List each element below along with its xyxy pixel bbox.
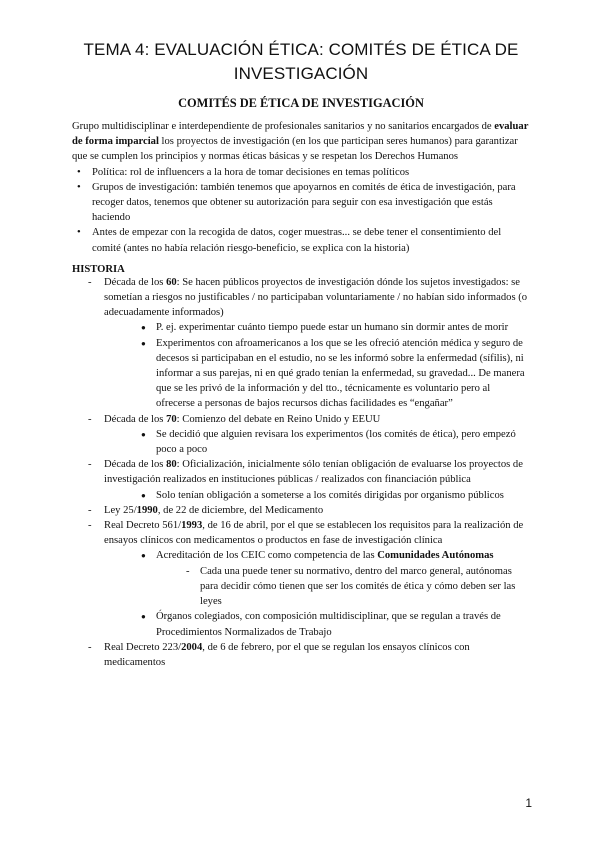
list-item-decade-60	[88, 275, 530, 412]
sub-list	[138, 427, 530, 457]
year-bold: 60	[166, 276, 177, 288]
list-item: • Antes de empezar con la recogida de datos, coger muestras... se debe tener el consentimiento del comité (antes no había relación riesgo-beneficio, se explica con la historia)	[72, 225, 530, 255]
list-item: • Política: rol de influencers a la hora de tomar decisiones en temas políticos	[72, 165, 530, 180]
text: Década de los	[104, 276, 167, 288]
intro-text-pre: Grupo multidisciplinar e interdependiente de profesionales sanitarios y no sanitarios encargados de	[72, 121, 495, 132]
text: Real Decreto 561/	[104, 520, 182, 532]
text: Real Decreto 223/	[104, 641, 182, 653]
list-item-decade-70	[88, 412, 530, 458]
list-item	[138, 548, 530, 609]
historia-heading: HISTORIA	[72, 263, 125, 275]
year-bold: 2004	[181, 641, 203, 653]
list-item: ● Experimentos con afroamericanos a los que se les ofreció atención médica y seguro de decesos si participaban en el estudio, no se les informó sobre la enfermedad (sífilis), ni informar a sus parejas, ni en qué grado tenían la enfermedad, su gravedad... De manera que se les privó de la información y del tto., técnicamente es voluntario pero al ofrecerse a personas de bajos recursos dichas facilidades es “engañar”	[138, 336, 530, 412]
list-item: - Cada una puede tener su normativo, dentro del marco general, autónomas para decidir cómo tienen que ser los comités de ética y cómo deben ser las leyes	[186, 564, 530, 610]
list-item: ● P. ej. experimentar cuánto tiempo puede estar un humano sin dormir antes de morir	[138, 320, 530, 335]
section-heading: COMITÉS DE ÉTICA DE INVESTIGACIÓN	[178, 96, 424, 110]
sub-dash-list	[186, 564, 530, 610]
list-item: ● Solo tenían obligación a someterse a los comités dirigidas por organismo públicos	[138, 488, 530, 503]
intro-text-bold: evaluar de forma imparcial	[72, 121, 529, 148]
year-bold: 1993	[181, 520, 203, 532]
page-number: 1	[525, 796, 532, 810]
text: : Se hacen públicos proyectos de investigación dónde los sujetos investigados: se sometían a riesgos no justificables / no participaban voluntariamente / no habían sido informados (o adecuadamente informados)	[104, 276, 528, 319]
list-item-decade-80	[88, 457, 530, 503]
year-bold: 1990	[136, 504, 158, 516]
text-bold: Comunidades Autónomas	[377, 550, 494, 562]
text: Acreditación de los CEIC como competencia de las	[156, 550, 378, 562]
year-bold: 80	[166, 459, 177, 471]
text: : Oficialización, inicialmente sólo tenían obligación de evaluarse los proyectos de investigación realizados en instituciones públicas / realizados con financiación pública	[104, 459, 523, 486]
year-bold: 70	[166, 413, 177, 425]
text: , de 22 de diciembre, del Medicamento	[157, 504, 324, 516]
title-line-1: TEMA 4: EVALUACIÓN ÉTICA: COMITÉS DE ÉTICA DE	[83, 40, 519, 59]
list-item: ● Órganos colegiados, con composición multidisciplinar, que se regulan a través de Procedimientos Normalizados de Trabajo	[138, 609, 530, 639]
text: : Comienzo del debate en Reino Unido y EEUU	[176, 413, 381, 425]
list-item: ● Se decidió que alguien revisara los experimentos (los comités de ética), pero empezó poco a poco	[138, 427, 530, 457]
historia-list	[88, 275, 530, 670]
text: , de 16 de abril, por el que se establecen los requisitos para la realización de ensayos clínicos con medicamentos o productos en fase de investigación clínica	[104, 520, 524, 547]
text: Década de los	[104, 413, 167, 425]
page-title	[72, 0, 530, 86]
list-item-rd-1993	[88, 518, 530, 640]
intro-text-post: los proyectos de investigación (en los que participan seres humanos) para garantizar que se cumplen los principios y normas éticas básicas y se respetan los Derechos Humanos	[72, 136, 518, 163]
sub-list	[138, 548, 530, 639]
sub-list	[138, 488, 530, 503]
title-line-2: INVESTIGACIÓN	[233, 64, 369, 83]
intro-bullet-list	[72, 165, 530, 256]
list-item: • Grupos de investigación: también tenemos que apoyarnos en comités de ética de investigación, para recoger datos, tenemos que obtener su autorización para seguir con esa investigación que estás haciendo	[72, 180, 530, 226]
list-item-ley-1990	[88, 503, 530, 518]
text: Década de los	[104, 459, 167, 471]
list-item-rd-2004	[88, 640, 530, 670]
text: Ley 25/	[104, 504, 137, 516]
sub-list	[138, 320, 530, 411]
text: , de 6 de febrero, por el que se regulan los ensayos clínicos con medicamentos	[104, 641, 470, 668]
intro-paragraph	[72, 119, 530, 165]
